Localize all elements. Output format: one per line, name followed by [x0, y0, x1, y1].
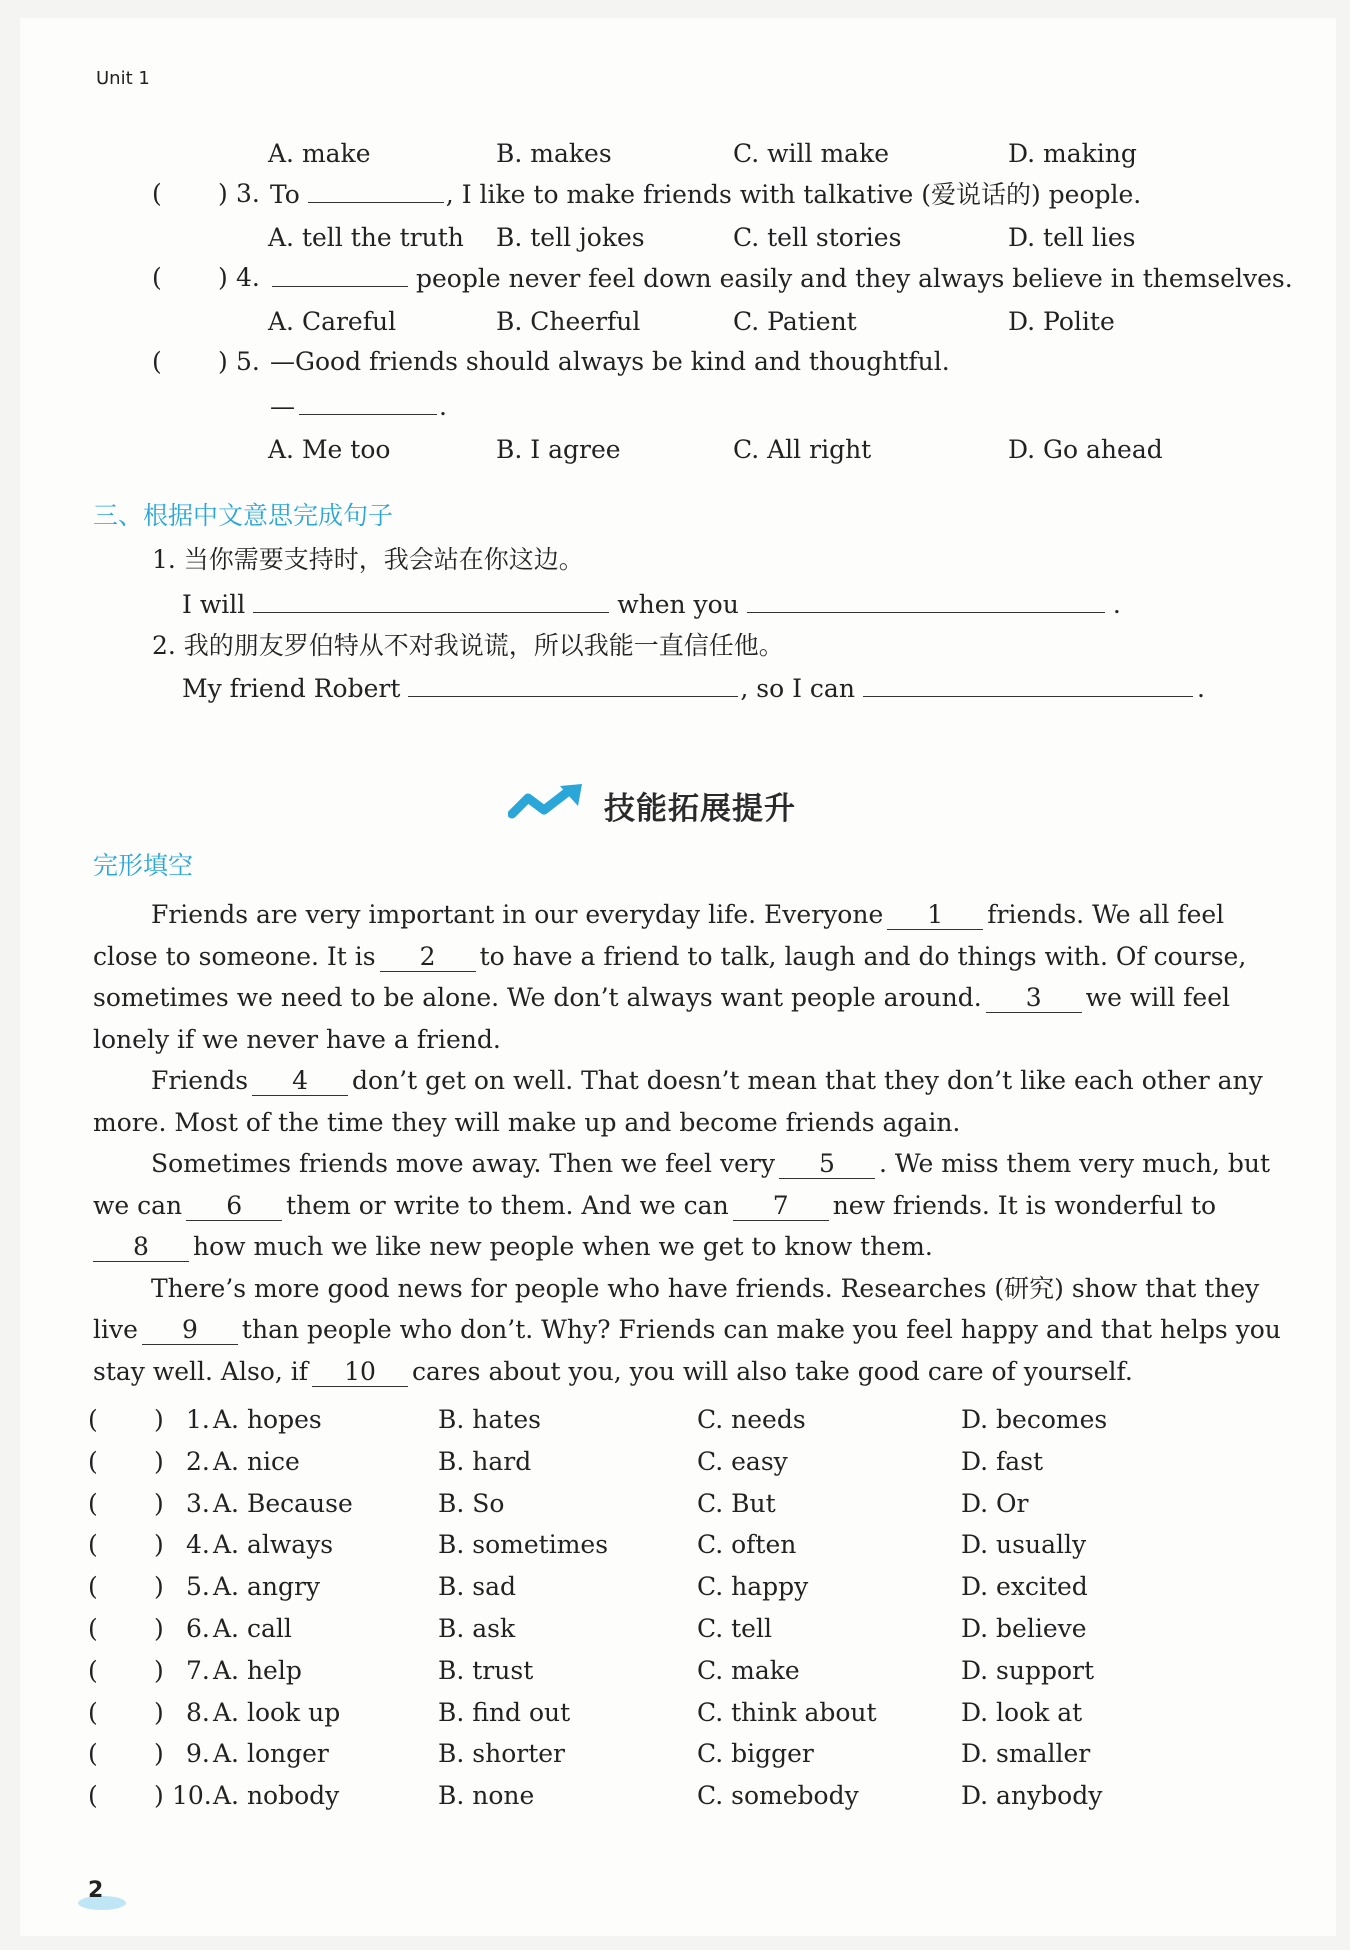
- option-b: B. hard: [438, 1447, 532, 1476]
- option-c: C. tell: [697, 1614, 772, 1643]
- answer-paren-open: (: [152, 179, 162, 208]
- option-a: A. make: [268, 139, 371, 168]
- answer-paren-open: (: [88, 1405, 98, 1434]
- answer-slot[interactable]: [108, 1697, 148, 1727]
- option-b: B. ask: [438, 1614, 516, 1643]
- option-a: A. help: [213, 1656, 302, 1685]
- option-d: D. believe: [961, 1614, 1087, 1643]
- answer-paren-open: (: [88, 1614, 98, 1643]
- answer-slot[interactable]: [108, 1780, 148, 1810]
- cloze-blank-1[interactable]: 1: [887, 901, 983, 930]
- option-c: C. But: [697, 1489, 776, 1518]
- cloze-blank-8[interactable]: 8: [93, 1233, 189, 1262]
- answer-paren-close: ): [154, 1781, 164, 1810]
- answer-paren-close: ): [154, 1447, 164, 1476]
- option-c: C. happy: [697, 1572, 809, 1601]
- answer-slot[interactable]: [180, 346, 214, 376]
- passage-line: we can 6 them or write to them. And we can 7 new friends. It is wonderful to: [93, 1190, 1217, 1220]
- option-c: C. think about: [697, 1698, 877, 1727]
- option-c: C. somebody: [697, 1781, 859, 1810]
- option-d: D. making: [1008, 139, 1137, 168]
- passage-line: There’s more good news for people who have friends. Researches (研究) show that they: [151, 1273, 1260, 1303]
- question-number: 2.: [186, 1447, 210, 1476]
- option-c: C. will make: [733, 139, 890, 168]
- question-number: 10.: [172, 1781, 212, 1810]
- option-a: A. nobody: [213, 1781, 340, 1810]
- passage-line: close to someone. It is 2 to have a friend to talk, laugh and do things with. Of course,: [93, 941, 1247, 971]
- option-a: A. tell the truth: [268, 223, 464, 252]
- cloze-blank-4[interactable]: 4: [252, 1067, 348, 1096]
- cloze-blank-6[interactable]: 6: [186, 1192, 282, 1221]
- option-d: D. tell lies: [1008, 223, 1136, 252]
- option-d: D. Polite: [1008, 307, 1115, 336]
- answer-blank[interactable]: [299, 390, 437, 415]
- option-a: A. always: [213, 1530, 334, 1559]
- option-c: C. needs: [697, 1405, 806, 1434]
- option-a: A. longer: [213, 1739, 329, 1768]
- answer-paren-open: (: [88, 1572, 98, 1601]
- option-c: C. All right: [733, 435, 872, 464]
- answer-paren-open: (: [88, 1530, 98, 1559]
- option-c: C. often: [697, 1530, 797, 1559]
- answer-slot[interactable]: [108, 1655, 148, 1685]
- cloze-blank-9[interactable]: 9: [142, 1316, 238, 1345]
- answer-slot[interactable]: [108, 1446, 148, 1476]
- option-d: D. becomes: [961, 1405, 1108, 1434]
- option-b: B. none: [438, 1781, 535, 1810]
- cloze-blank-10[interactable]: 10: [312, 1358, 408, 1387]
- option-b: B. makes: [496, 139, 612, 168]
- passage-line: lonely if we never have a friend.: [93, 1024, 501, 1054]
- translation-item-1-english: I will when you .: [182, 590, 1121, 619]
- passage-line: Friends 4 don’t get on well. That doesn’t mean that they don’t like each other any: [151, 1066, 1263, 1095]
- passage-line: sometimes we need to be alone. We don’t always want people around. 3 we will feel: [93, 983, 1230, 1012]
- option-b: B. shorter: [438, 1739, 565, 1768]
- option-a: A. Careful: [268, 307, 397, 336]
- answer-paren-close: ): [154, 1739, 164, 1768]
- option-b: B. trust: [438, 1656, 534, 1685]
- reply-line: — .: [270, 392, 447, 421]
- answer-paren-close: ): [218, 347, 228, 376]
- option-a: A. nice: [213, 1447, 300, 1476]
- answer-blank[interactable]: [863, 672, 1193, 697]
- answer-paren-open: (: [88, 1656, 98, 1685]
- answer-slot[interactable]: [108, 1613, 148, 1643]
- question-number: 7.: [186, 1656, 210, 1685]
- passage-line: Sometimes friends move away. Then we feel very 5 . We miss them very much, but: [151, 1149, 1271, 1178]
- answer-paren-close: ): [154, 1405, 164, 1434]
- answer-paren-close: ): [154, 1572, 164, 1601]
- answer-paren-open: (: [88, 1739, 98, 1768]
- cloze-blank-2[interactable]: 2: [380, 943, 476, 972]
- option-a: A. angry: [213, 1572, 321, 1601]
- option-b: B. So: [438, 1489, 505, 1518]
- answer-paren-open: (: [88, 1698, 98, 1727]
- cloze-blank-3[interactable]: 3: [986, 984, 1082, 1013]
- translation-item-2-english: My friend Robert , so I can .: [182, 674, 1205, 703]
- question-number: 5.: [186, 1572, 210, 1601]
- option-a: A. look up: [213, 1698, 341, 1727]
- answer-paren-close: ): [154, 1530, 164, 1559]
- section-title-translation: 三、根据中文意思完成句子: [93, 501, 394, 530]
- answer-paren-open: (: [152, 347, 162, 376]
- answer-blank[interactable]: [272, 262, 408, 287]
- option-c: C. Patient: [733, 307, 857, 336]
- option-c: C. bigger: [697, 1739, 814, 1768]
- option-d: D. excited: [961, 1572, 1088, 1601]
- option-b: B. I agree: [496, 435, 621, 464]
- answer-paren-close: ): [218, 263, 228, 292]
- answer-paren-close: ): [154, 1656, 164, 1685]
- answer-slot[interactable]: [180, 178, 214, 208]
- unit-label: Unit 1: [96, 68, 150, 89]
- option-d: D. support: [961, 1656, 1095, 1685]
- option-d: D. fast: [961, 1447, 1044, 1476]
- option-a: A. Me too: [268, 435, 391, 464]
- answer-blank[interactable]: [747, 588, 1105, 613]
- trend-arrow-icon: [508, 784, 584, 828]
- passage-line: live 9 than people who don’t. Why? Friends can make you feel happy and that helps you: [93, 1315, 1281, 1344]
- cloze-blank-5[interactable]: 5: [779, 1150, 875, 1179]
- question-number: 4.: [186, 1530, 210, 1559]
- option-c: C. tell stories: [733, 223, 902, 252]
- cloze-passage: [93, 894, 1281, 1392]
- option-b: B. Cheerful: [496, 307, 641, 336]
- question-number: 6.: [186, 1614, 210, 1643]
- answer-paren-open: (: [88, 1781, 98, 1810]
- option-b: B. sad: [438, 1572, 517, 1601]
- answer-slot[interactable]: [108, 1404, 148, 1434]
- option-a: A. hopes: [213, 1405, 322, 1434]
- answer-slot[interactable]: [108, 1488, 148, 1518]
- answer-blank[interactable]: [408, 672, 738, 697]
- option-a: A. call: [213, 1614, 292, 1643]
- question-number: 9.: [186, 1739, 210, 1768]
- question-text: people never feel down easily and they always believe in themselves.: [270, 262, 1293, 295]
- option-d: D. anybody: [961, 1781, 1103, 1810]
- option-b: B. hates: [438, 1405, 541, 1434]
- option-b: B. sometimes: [438, 1530, 609, 1559]
- page-number: 2: [88, 1878, 104, 1903]
- answer-paren-open: (: [88, 1447, 98, 1476]
- question-number: 3.: [186, 1489, 210, 1518]
- translation-item-1-chinese: 1. 当你需要支持时，我会站在你这边。: [152, 545, 584, 574]
- option-d: D. Or: [961, 1489, 1029, 1518]
- option-d: D. usually: [961, 1530, 1087, 1559]
- question-number: 1.: [186, 1405, 210, 1434]
- section-banner-title: 技能拓展提升: [604, 791, 796, 827]
- answer-slot[interactable]: [108, 1529, 148, 1559]
- answer-slot[interactable]: [108, 1571, 148, 1601]
- cloze-blank-7[interactable]: 7: [733, 1192, 829, 1221]
- passage-line: Friends are very important in our everyday life. Everyone 1 friends. We all feel: [151, 900, 1225, 929]
- cloze-section-title: 完形填空: [93, 851, 194, 880]
- passage-line: 8 how much we like new people when we get to know them.: [93, 1226, 1203, 1268]
- answer-paren-close: ): [154, 1489, 164, 1518]
- translation-item-2-chinese: 2. 我的朋友罗伯特从不对我说谎，所以我能一直信任他。: [152, 631, 784, 660]
- answer-blank[interactable]: [308, 178, 444, 203]
- answer-paren-close: ): [218, 179, 228, 208]
- option-c: C. make: [697, 1656, 800, 1685]
- question-text: —Good friends should always be kind and thoughtful.: [270, 347, 950, 376]
- answer-paren-open: (: [88, 1489, 98, 1518]
- question-number: 4.: [236, 263, 260, 292]
- option-a: A. Because: [213, 1489, 353, 1518]
- option-d: D. smaller: [961, 1739, 1091, 1768]
- option-d: D. look at: [961, 1698, 1083, 1727]
- answer-paren-close: ): [154, 1614, 164, 1643]
- option-b: B. find out: [438, 1698, 571, 1727]
- question-number: 3.: [236, 179, 260, 208]
- passage-line: more. Most of the time they will make up and become friends again.: [93, 1107, 961, 1137]
- answer-paren-close: ): [154, 1698, 164, 1727]
- answer-paren-open: (: [152, 263, 162, 292]
- answer-blank[interactable]: [253, 588, 609, 613]
- answer-slot[interactable]: [108, 1738, 148, 1768]
- answer-slot[interactable]: [180, 262, 214, 292]
- option-b: B. tell jokes: [496, 223, 645, 252]
- question-text: To , I like to make friends with talkative (爱说话的) people.: [270, 180, 1142, 209]
- question-number: 5.: [236, 347, 260, 376]
- option-d: D. Go ahead: [1008, 435, 1163, 464]
- question-number: 8.: [186, 1698, 210, 1727]
- passage-line: stay well. Also, if 10 cares about you, you will also take good care of yourself.: [93, 1356, 1133, 1386]
- option-c: C. easy: [697, 1447, 788, 1476]
